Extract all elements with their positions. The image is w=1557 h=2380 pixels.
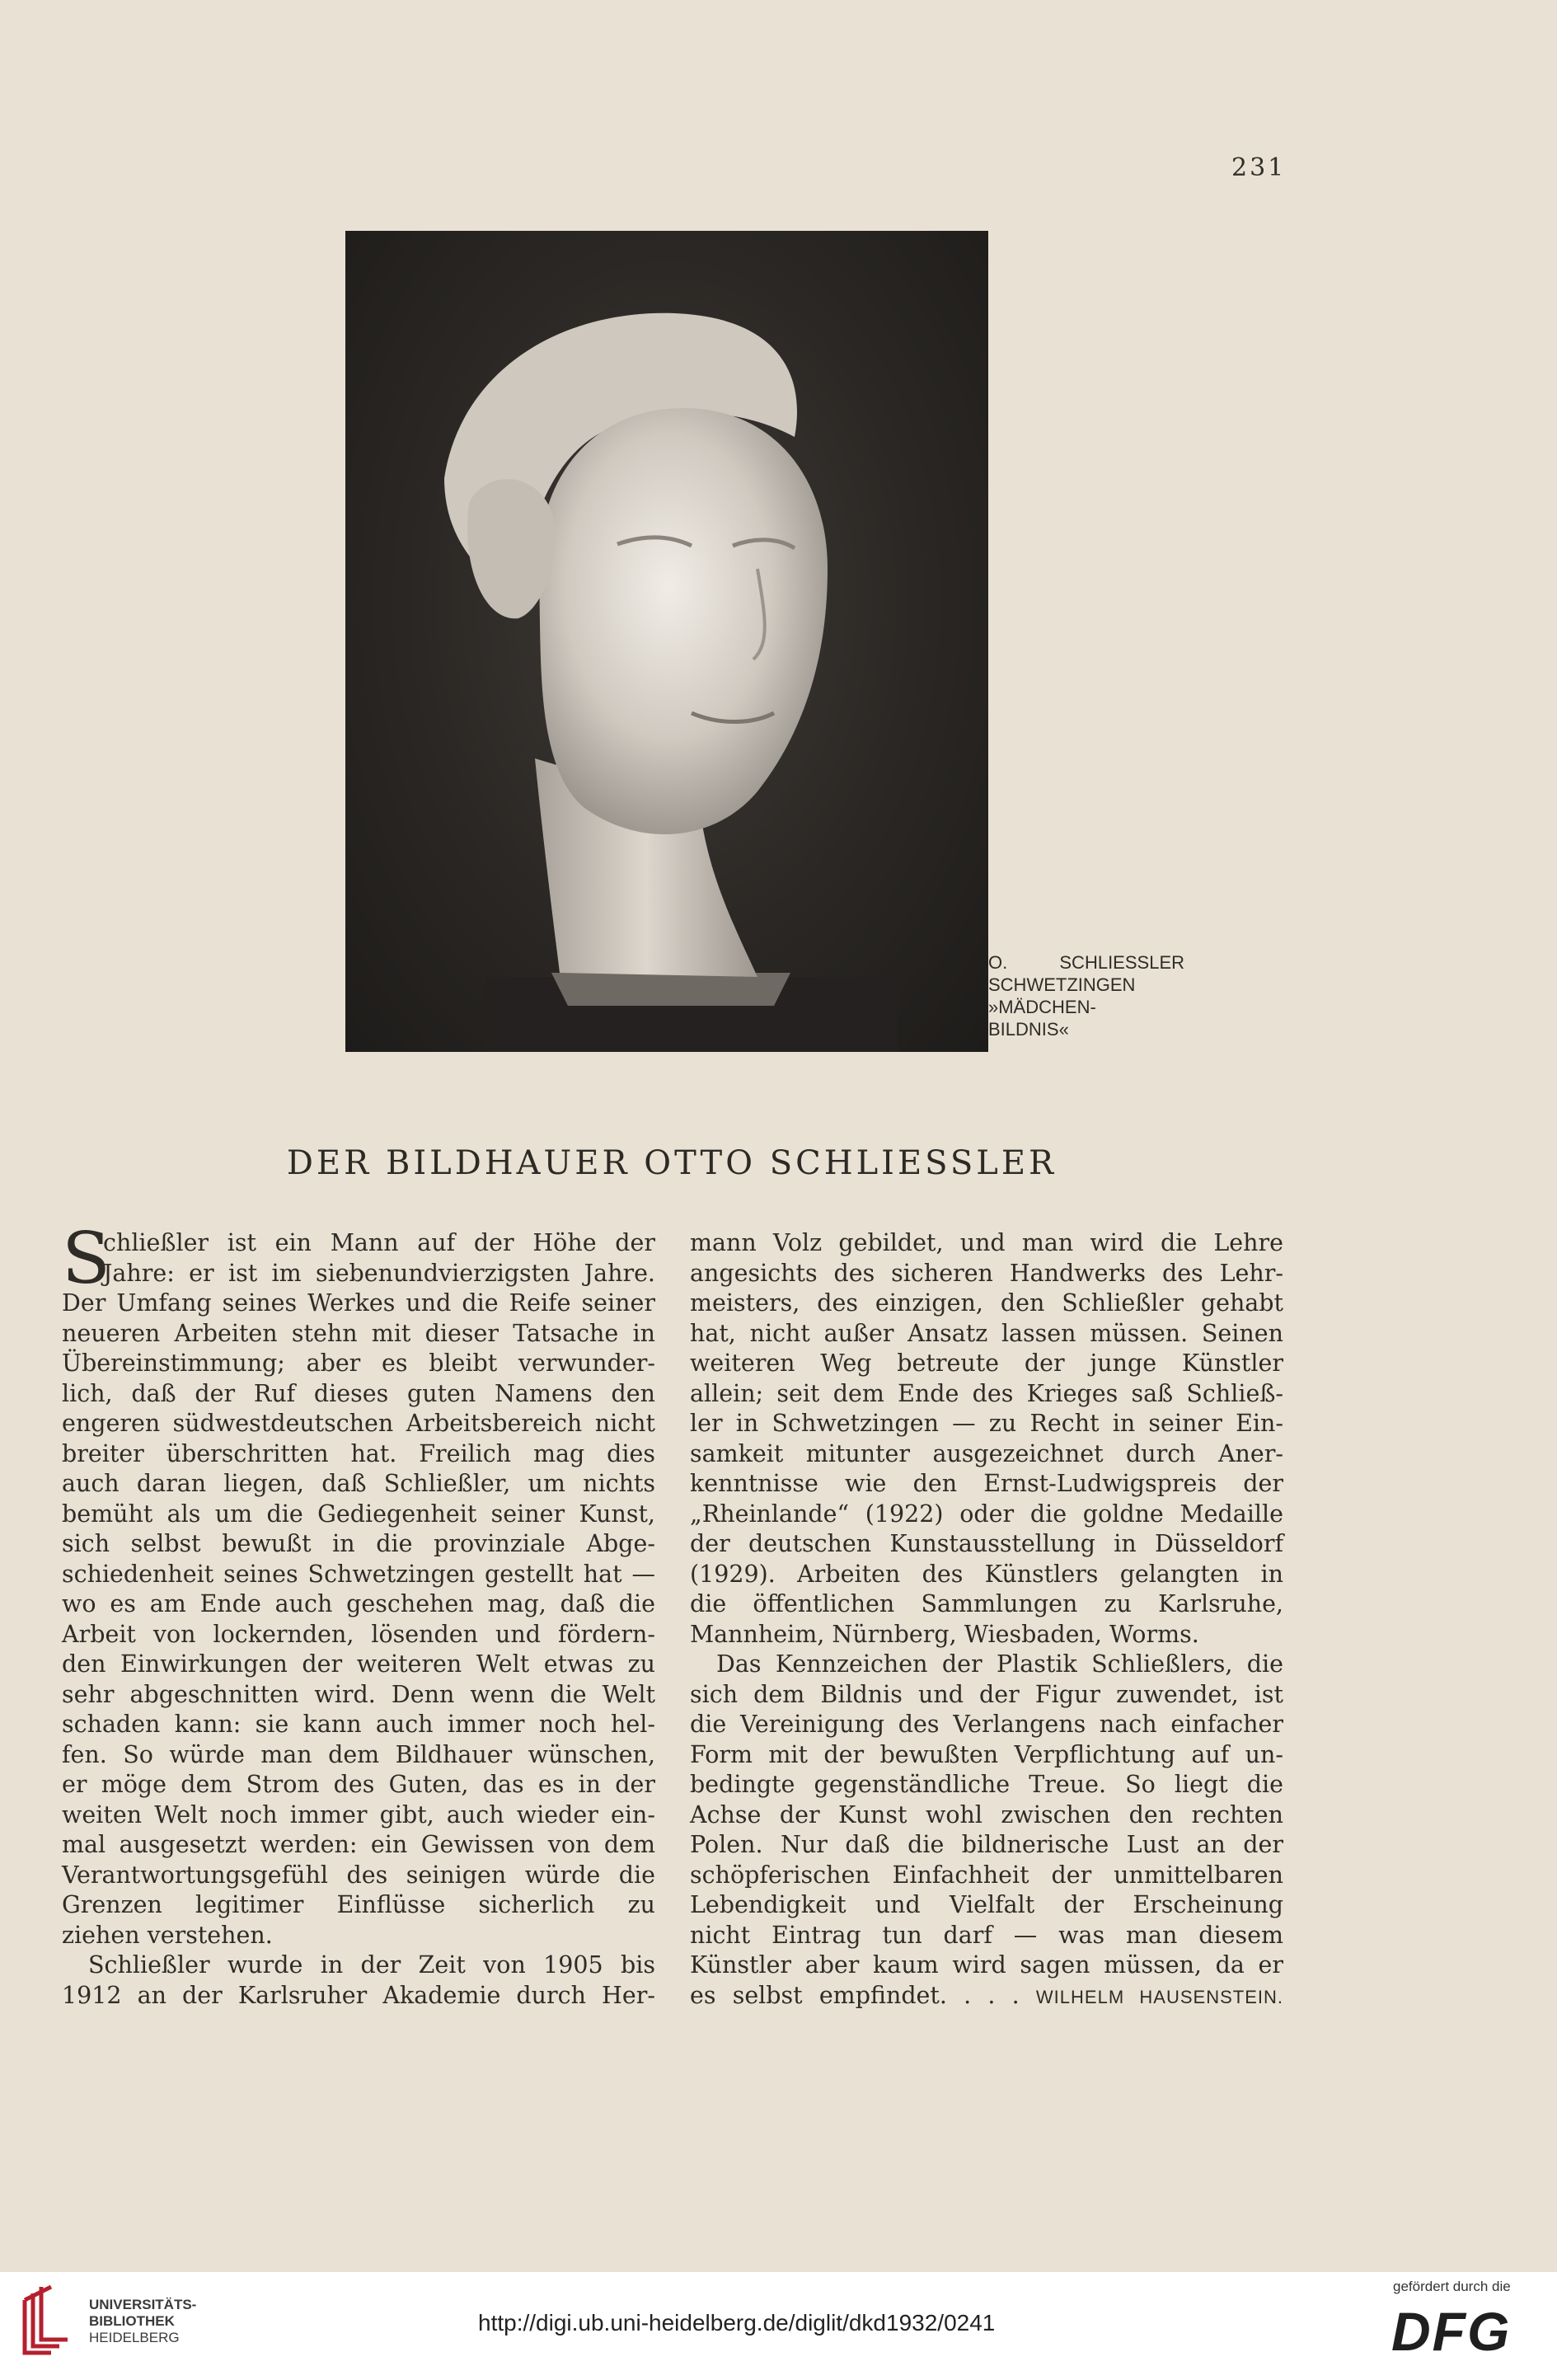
library-name-line: BIBLIOTHEK [89, 2313, 175, 2329]
text-line: auch daran liegen, daß Schließler, um nichts [62, 1470, 655, 1497]
text-line: samkeit mitunter ausgezeichnet durch Aner- [690, 1439, 1283, 1467]
text-line: breiter überschritten hat. Freilich mag dies [62, 1439, 655, 1467]
text-line: sich selbst bewußt in die provinziale Abge- [62, 1530, 655, 1557]
text-line: fen. So würde man dem Bildhauer wünschen, [62, 1740, 655, 1768]
library-logo-icon [18, 2284, 76, 2359]
text-line: Verantwortungsgefühl des seinigen würde die [62, 1861, 655, 1889]
text-line: angesichts des sicheren Handwerks des Lehr- [690, 1259, 1283, 1287]
funded-by-label: gefördert durch die [1393, 2279, 1511, 2294]
text-line: Polen. Nur daß die bildnerische Lust an der [690, 1831, 1283, 1858]
text-line: den Einwirkungen der weiteren Welt etwas zu [62, 1650, 655, 1678]
text-line: bemüht als um die Gediegenheit seiner Kunst, [62, 1500, 655, 1528]
text-line: ler in Schwetzingen — zu Recht in seiner Ein- [690, 1410, 1283, 1437]
text-line: Der Umfang seines Werkes und die Reife seiner [62, 1289, 655, 1317]
text-line: wo es am Ende auch geschehen mag, daß die [62, 1590, 655, 1617]
text-line: sehr abgeschnitten wird. Denn wenn die Welt [62, 1680, 655, 1708]
text-line: Grenzen legitimer Einflüsse sicherlich zu [62, 1891, 655, 1918]
text-line: bedingte gegenständliche Treue. So liegt die [690, 1771, 1283, 1798]
text-line: die öffentlichen Sammlungen zu Karlsruhe, [690, 1590, 1283, 1617]
text-line: schaden kann: sie kann auch immer noch hel- [62, 1711, 655, 1738]
author-signature: WILHELM HAUSENSTEIN. [1035, 1986, 1283, 2007]
text-line: Achse der Kunst wohl zwischen den rechten [690, 1800, 1283, 1828]
text-line: er möge dem Strom des Guten, das es in der [62, 1771, 655, 1798]
caption-line: »MÄDCHEN- [988, 997, 1096, 1017]
text-line: mann Volz gebildet, und man wird die Lehre [690, 1229, 1283, 1256]
text-line: schiedenheit seines Schwetzingen gestellt hat — [62, 1560, 655, 1588]
drop-cap: S [62, 1218, 110, 1300]
text-line: der deutschen Kunstausstellung in Düsseldorf [690, 1530, 1283, 1557]
article-title: DER BILDHAUER OTTO SCHLIESSLER [286, 1144, 1058, 1182]
text-line: 1912 an der Karlsruher Akademie durch Her- [62, 1981, 655, 2009]
left-column [62, 1218, 655, 2011]
text-line: hat, nicht außer Ansatz lassen müssen. Seinen [690, 1319, 1283, 1347]
caption-line: BILDNIS« [988, 1019, 1069, 1040]
text-line: die Vereinigung des Verlangens nach einfacher [690, 1711, 1283, 1738]
text-line-content: chließler ist ein Mann auf der Höhe der [103, 1229, 655, 1256]
text-line: (1929). Arbeiten des Künstlers gelangten in [690, 1560, 1283, 1588]
caption-line: O. SCHLIESSLER [988, 952, 1184, 973]
caption-line: SCHWETZINGEN [988, 974, 1136, 995]
page-number: 231 [1231, 153, 1287, 182]
library-name-line: HEIDELBERG [89, 2330, 180, 2345]
final-text-line [690, 1981, 1283, 2013]
text-line: kenntnisse wie den Ernst-Ludwigspreis der [690, 1470, 1283, 1497]
text-line: meisters, des einzigen, den Schließler gehabt [690, 1289, 1283, 1317]
text-line: Künstler aber kaum wird sagen müssen, da er [690, 1951, 1283, 1979]
text-line: schöpferischen Einfachheit der unmittelbaren [690, 1861, 1283, 1889]
text-line: Form mit der bewußten Verpflichtung auf un- [690, 1740, 1283, 1768]
library-name [89, 2297, 196, 2346]
final-line-text: es selbst empfindet. . . . [690, 1981, 1020, 2009]
text-line: mal ausgesetzt werden: ein Gewissen von dem [62, 1831, 655, 1858]
dfg-logo: DFG [1391, 2301, 1512, 2362]
text-line: allein; seit dem Ende des Krieges saß Schließ- [690, 1379, 1283, 1407]
library-name-line: UNIVERSITÄTS- [89, 2297, 197, 2312]
photo-caption [988, 951, 1184, 1040]
right-column [690, 1228, 1283, 2012]
text-line: Lebendigkeit und Vielfalt der Erscheinung [690, 1891, 1283, 1918]
text-line: weiteren Weg betreute der junge Künstler [690, 1350, 1283, 1377]
text-line: Übereinstimmung; aber es bleibt verwunder- [62, 1350, 655, 1377]
footer-bar [0, 2272, 1557, 2380]
text-line: Mannheim, Nürnberg, Wiesbaden, Worms. [690, 1620, 1199, 1648]
text-line: engeren südwestdeutschen Arbeitsbereich nicht [62, 1410, 655, 1437]
sculpture-photo [345, 231, 988, 1052]
text-line: weiten Welt noch immer gibt, auch wieder ein- [62, 1800, 655, 1828]
text-line: ziehen verstehen. [62, 1921, 273, 1949]
text-line: lich, daß der Ruf dieses guten Namens den [62, 1379, 655, 1407]
text-line: Das Kennzeichen der Plastik Schließlers, die [716, 1650, 1283, 1678]
text-line: Jahre: er ist im siebenundvierzigsten Jahre. [103, 1259, 655, 1287]
text-line: sich dem Bildnis und der Figur zuwendet, ist [690, 1680, 1283, 1708]
text-line: neueren Arbeiten stehn mit dieser Tatsache in [62, 1319, 655, 1347]
text-line: „Rheinlande“ (1922) oder die goldne Medaille [690, 1500, 1283, 1528]
text-line: Arbeit von lockernden, lösenden und fördern- [62, 1620, 655, 1648]
text-line: Schließler wurde in der Zeit von 1905 bis [88, 1951, 655, 1979]
text-line: nicht Eintrag tun darf — was man diesem [690, 1921, 1283, 1949]
permalink-url[interactable]: http://digi.ub.uni-heidelberg.de/diglit/dkd1932/0241 [478, 2310, 996, 2335]
